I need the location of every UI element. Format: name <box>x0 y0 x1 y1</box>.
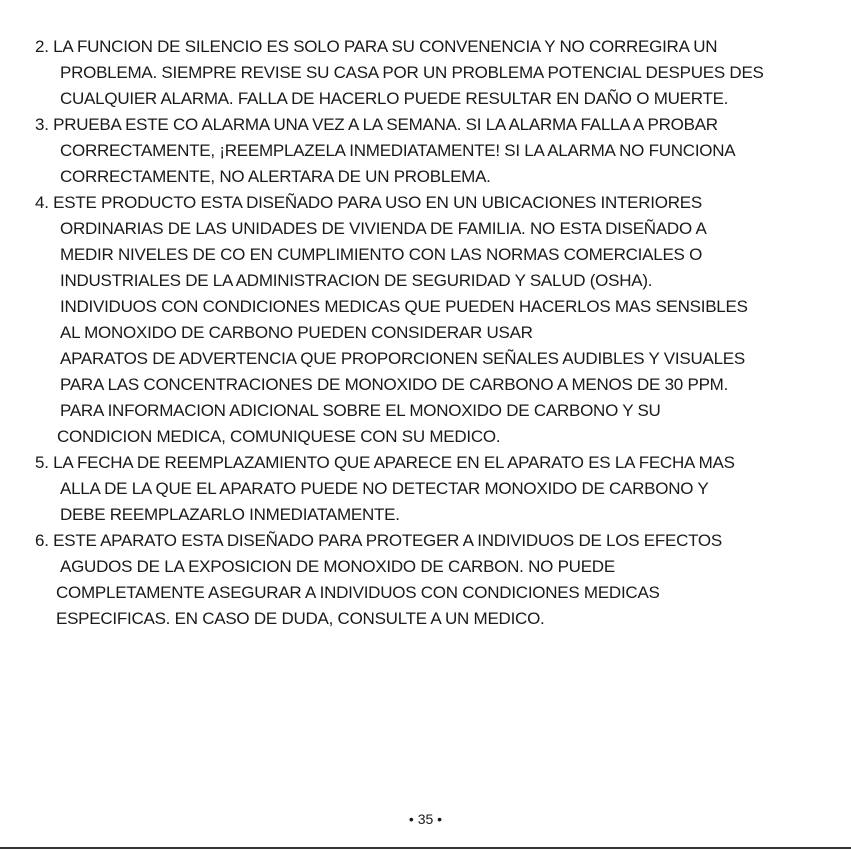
item-6-line-4: ESPECIFICAS. EN CASO DE DUDA, CONSULTE A UN MEDICO. <box>56 609 545 628</box>
item-4-line-8: PARA LAS CONCENTRACIONES DE MONOXIDO DE CARBONO A MENOS DE 30 PPM. <box>60 375 729 394</box>
item-4-line-9: PARA INFORMACION ADICIONAL SOBRE EL MONOXIDO DE CARBONO Y SU <box>60 401 661 420</box>
item-2-line-1: 2. LA FUNCION DE SILENCIO ES SOLO PARA SU CONVENENCIA Y NO CORREGIRA UN <box>35 37 718 56</box>
item-4-line-2: ORDINARIAS DE LAS UNIDADES DE VIVIENDA DE FAMILIA. NO ESTA DISEÑADO A <box>60 219 707 238</box>
item-2-line-3: CUALQUIER ALARMA. FALLA DE HACERLO PUEDE RESULTAR EN DAÑO O MUERTE. <box>60 89 729 108</box>
item-5-line-2: ALLA DE LA QUE EL APARATO PUEDE NO DETECTAR MONOXIDO DE CARBONO Y <box>60 479 709 498</box>
item-4-line-4: INDUSTRIALES DE LA ADMINISTRACION DE SEGURIDAD Y SALUD (OSHA). <box>60 271 653 290</box>
item-5-line-3: DEBE REEMPLAZARLO INMEDIATAMENTE. <box>60 505 400 524</box>
item-4-line-10: CONDICION MEDICA, COMUNIQUESE CON SU MEDICO. <box>57 427 501 446</box>
item-4-line-1: 4. ESTE PRODUCTO ESTA DISEÑADO PARA USO EN UN UBICACIONES INTERIORES <box>35 193 702 212</box>
item-5-line-1: 5. LA FECHA DE REEMPLAZAMIENTO QUE APARECE EN EL APARATO ES LA FECHA MAS <box>35 453 735 472</box>
bottom-rule <box>0 847 851 849</box>
item-4-line-5: INDIVIDUOS CON CONDICIONES MEDICAS QUE PUEDEN HACERLOS MAS SENSIBLES <box>60 297 748 316</box>
item-3-line-2: CORRECTAMENTE, ¡REEMPLAZELA INMEDIATAMENTE! SI LA ALARMA NO FUNCIONA <box>60 141 736 160</box>
item-2-line-2: PROBLEMA. SIEMPRE REVISE SU CASA POR UN PROBLEMA POTENCIAL DESPUES DES <box>60 63 764 82</box>
item-3-line-1: 3. PRUEBA ESTE CO ALARMA UNA VEZ A LA SEMANA. SI LA ALARMA FALLA A PROBAR <box>35 115 718 134</box>
item-6-line-2: AGUDOS DE LA EXPOSICION DE MONOXIDO DE CARBON. NO PUEDE <box>60 557 615 576</box>
item-6-line-1: 6. ESTE APARATO ESTA DISEÑADO PARA PROTEGER A INDIVIDUOS DE LOS EFECTOS <box>35 531 722 550</box>
item-6-line-3: COMPLETAMENTE ASEGURAR A INDIVIDUOS CON CONDICIONES MEDICAS <box>56 583 660 602</box>
item-4-line-3: MEDIR NIVELES DE CO EN CUMPLIMIENTO CON LAS NORMAS COMERCIALES O <box>60 245 703 264</box>
item-4-line-6: AL MONOXIDO DE CARBONO PUEDEN CONSIDERAR USAR <box>60 323 533 342</box>
page-number: • 35 • <box>408 811 443 827</box>
item-4-line-7: APARATOS DE ADVERTENCIA QUE PROPORCIONEN SEÑALES AUDIBLES Y VISUALES <box>60 349 745 368</box>
item-3-line-3: CORRECTAMENTE, NO ALERTARA DE UN PROBLEMA. <box>60 167 491 186</box>
